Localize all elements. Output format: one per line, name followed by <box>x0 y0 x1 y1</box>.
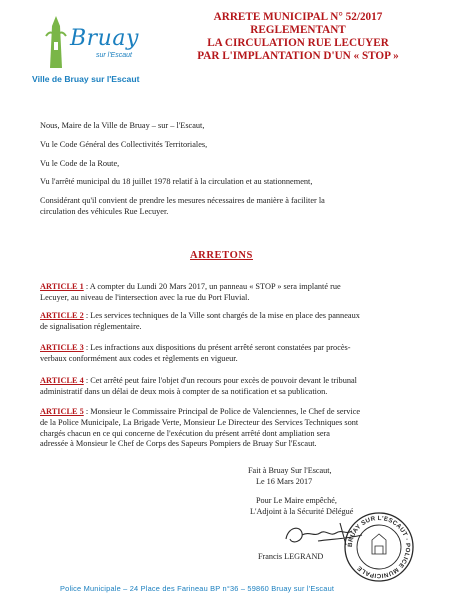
article-label: ARTICLE 2 <box>40 311 84 320</box>
article-4 <box>40 376 420 398</box>
stamp-text: BRUAY SUR L'ESCAUT · POLICE MUNICIPALE <box>346 514 412 580</box>
article-label: ARTICLE 4 <box>40 376 84 385</box>
logo-caption: Ville de Bruay sur l'Escaut <box>32 74 140 84</box>
article-text: verbaux conformément aux codes et règlements en vigueur. <box>40 353 238 363</box>
article-text: de la Police Municipale, La Brigade Verte, Monsieur Le Directeur des Services Techniques sont <box>40 417 359 427</box>
article-text: chargés chacun en ce qui concerne de l'exécution du présent arrêté dont ampliation sera <box>40 428 330 438</box>
article-3 <box>40 343 420 365</box>
signature-role: L'Adjoint à la Sécurité Délégué <box>250 507 354 516</box>
signature-for: Pour Le Maire empêché, <box>256 496 337 505</box>
article-text: administratif dans un délai de deux mois à compter de sa notification et sa publication. <box>40 386 328 396</box>
signature-place: Fait à Bruay Sur l'Escaut, <box>248 466 332 475</box>
tower-icon <box>44 12 68 68</box>
article-2 <box>40 311 420 333</box>
signature-date: Le 16 Mars 2017 <box>256 477 313 486</box>
article-label: ARTICLE 5 <box>40 407 84 416</box>
preamble-intro: Nous, Maire de la Ville de Bruay – sur – l'Escaut, <box>40 121 205 130</box>
title-line: LA CIRCULATION RUE LECUYER <box>207 37 389 49</box>
considerant-line: circulation des véhicules Rue Lecuyer. <box>40 206 169 216</box>
considerant-line: Considérant qu'il convient de prendre les mesures nécessaires de manière à faciliter la <box>40 196 325 205</box>
preamble-vu-code-route: Vu le Code de la Route, <box>40 159 120 168</box>
title-line: ARRETE MUNICIPAL N° 52/2017 <box>213 11 383 23</box>
title-line: PAR L'IMPLANTATION D'UN « STOP » <box>197 50 399 62</box>
article-text: : A compter du Lundi 20 Mars 2017, un panneau « STOP » sera implanté rue <box>83 282 341 291</box>
title-line: REGLEMENTANT <box>250 24 346 36</box>
article-1 <box>40 282 420 304</box>
preamble-considerant <box>40 196 420 218</box>
article-label: ARTICLE 1 <box>40 282 84 291</box>
arretons-heading: ARRETONS <box>190 250 253 261</box>
article-text: : Les infractions aux dispositions du présent arrêté seront constatées par procès- <box>83 343 351 352</box>
logo-word: Bruay <box>70 26 139 51</box>
document-title <box>178 11 418 63</box>
article-text: adressée à Monsieur le Chef de Corps des Sapeurs Pompiers de Bruay Sur l'Escaut. <box>40 439 317 449</box>
article-5 <box>40 407 420 450</box>
article-text: de signalisation réglementaire. <box>40 321 142 331</box>
preamble-vu-arrete: Vu l'arrêté municipal du 18 juillet 1978 relatif à la circulation et au stationnement, <box>40 177 313 186</box>
official-stamp <box>342 510 416 584</box>
city-logo <box>30 8 140 92</box>
signature-name: Francis LEGRAND <box>258 552 324 561</box>
article-text: : Cet arrêté peut faire l'objet d'un recours pour excès de pouvoir devant le tribunal <box>83 376 357 385</box>
article-text: Lecuyer, au niveau de l'intersection avec la rue du Port Fluvial. <box>40 292 250 302</box>
page-footer: Police Municipale – 24 Place des Farineau BP n°36 – 59860 Bruay sur l'Escaut <box>60 584 335 593</box>
article-label: ARTICLE 3 <box>40 343 84 352</box>
article-text: : Les services techniques de la Ville sont chargés de la mise en place des panneaux <box>83 311 360 320</box>
preamble-vu-cgct: Vu le Code Général des Collectivités Territoriales, <box>40 140 208 149</box>
article-text: : Monsieur le Commissaire Principal de Police de Valenciennes, le Chef de service <box>83 407 361 416</box>
logo-subtitle: sur l'Escaut <box>96 52 132 59</box>
